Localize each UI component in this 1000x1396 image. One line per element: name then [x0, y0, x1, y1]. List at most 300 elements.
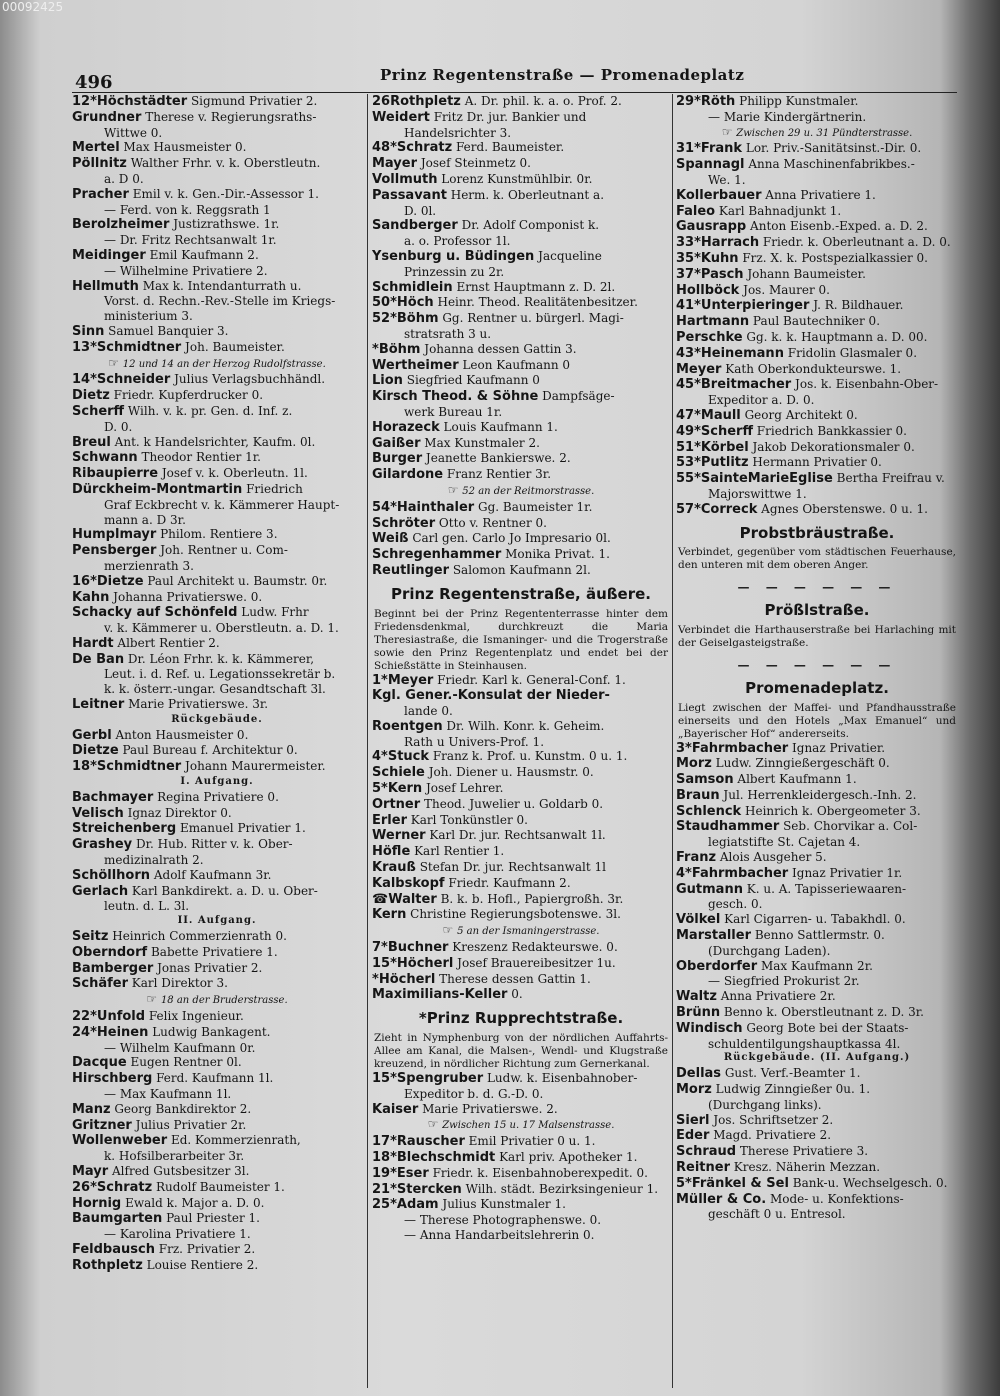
resident-details: Karl Tonkünstler 0.: [406, 812, 528, 827]
resident-details: Salomon Kaufmann 2l.: [449, 562, 591, 577]
household-member: — Ferd. von k. Reggsrath 1: [104, 202, 271, 217]
house-number: *: [372, 341, 379, 357]
resident-name: Ortner: [372, 796, 421, 812]
resident-details: Max Kaufmann 2r.: [757, 958, 873, 973]
resident-name: Weiß: [372, 531, 409, 547]
resident-name: Velisch: [72, 805, 124, 821]
directory-entry: [676, 314, 958, 330]
directory-entry: [676, 346, 958, 362]
resident-details: Ed. Kommerzienrath,: [167, 1133, 301, 1148]
resident-details: Friedr. k. Oberleutnant a. D. 0.: [759, 235, 951, 250]
directory-entry: [372, 295, 670, 311]
resident-details: Josef Brauereibesitzer 1u.: [453, 955, 616, 970]
resident-name: Rothpletz: [390, 94, 461, 109]
house-number: 52*: [372, 311, 397, 327]
directory-entry: [72, 961, 362, 977]
directory-entry: [676, 251, 958, 267]
directory-entry: [72, 945, 362, 961]
street-heading: *Prinz Rupprechtstraße.: [418, 1009, 624, 1028]
house-number: *: [372, 971, 379, 987]
resident-name: Dürckheim-Montmartin: [72, 481, 243, 497]
resident-name: Sierl: [676, 1112, 710, 1128]
directory-entry: [72, 94, 362, 110]
resident-details: Karl Dr. jur. Rechtsanwalt 1l.: [425, 828, 606, 843]
resident-details: Christine Regierungsbotenswe. 3l.: [406, 907, 621, 922]
house-number: 47*: [676, 407, 701, 423]
running-head: Prinz Regentenstraße — Promenadeplatz: [380, 66, 745, 84]
directory-entry: [676, 408, 958, 424]
resident-details: Paul Bureau f. Architektur 0.: [118, 743, 298, 758]
directory-entry: [676, 1066, 958, 1082]
directory-entry: [372, 516, 670, 532]
resident-name: Ysenburg u. Büdingen: [372, 248, 535, 264]
resident-details: Rudolf Baumeister 1.: [152, 1179, 285, 1194]
resident-details: Ignaz Privatier.: [788, 740, 886, 755]
resident-name: Horazeck: [372, 419, 440, 435]
house-number: 25*: [372, 1197, 397, 1213]
directory-entry: [72, 324, 362, 340]
resident-name: Schratz: [396, 140, 453, 156]
resident-details: Friedr. Karl k. General-Conf. 1.: [433, 672, 626, 687]
resident-details: Sigmund Privatier 2.: [187, 94, 318, 108]
entry-continuation: werk Bureau 1r.: [404, 404, 503, 419]
resident-details: Friedrich: [242, 481, 303, 496]
resident-name: Oberdorfer: [676, 958, 758, 974]
house-number: 49*: [676, 423, 701, 439]
household-member: — Wilhelm Kaufmann 0r.: [104, 1040, 256, 1055]
cross-street-note: ☞ Zwischen 29 u. 31 Pündterstrasse.: [676, 125, 958, 142]
directory-entry: [72, 140, 362, 156]
house-number: 17*: [372, 1134, 397, 1150]
house-number: 24*: [72, 1024, 97, 1040]
resident-name: Spannagl: [676, 157, 745, 173]
house-number: 26*: [72, 1179, 97, 1195]
resident-details: Therese dessen Gattin 1.: [435, 971, 591, 986]
entry-continuation: stratsrath 3 u.: [404, 326, 492, 341]
street-description: Verbindet die Harthauserstraße bei Harlaching mit der Geiselgasteigstraße.: [678, 623, 956, 649]
house-number: 48*: [372, 140, 397, 156]
directory-entry: [372, 844, 670, 860]
resident-name: Rothpletz: [72, 1257, 143, 1273]
house-number: 54*: [372, 499, 397, 515]
resident-name: Müller & Co.: [676, 1191, 767, 1207]
resident-name: Vollmuth: [372, 171, 438, 187]
resident-name: Fahrmbacher: [691, 740, 789, 756]
resident-details: Franz k. Prof. u. Kunstm. 0 u. 1.: [429, 749, 628, 764]
directory-entry: [372, 94, 670, 110]
resident-details: Johanna dessen Gattin 3.: [420, 341, 577, 356]
house-number: 5*: [372, 781, 388, 797]
resident-details: B. k. b. Hofl., Papiergroßh. 3r.: [436, 891, 624, 906]
resident-details: Julius Kunstmaler 1.: [438, 1197, 566, 1212]
entry-continuation: Handelsrichter 3.: [404, 125, 512, 140]
resident-details: Albert Rentier 2.: [113, 635, 220, 650]
resident-name: Weidert: [372, 109, 430, 125]
directory-entry: [372, 547, 670, 563]
resident-name: Sinn: [72, 323, 105, 339]
directory-entry: [676, 298, 958, 314]
directory-entry: [372, 563, 670, 579]
cross-street-note: ☞ 12 und 14 an der Herzog Rudolfstrasse.: [72, 356, 362, 373]
entry-continuation: Rath u Univers-Prof. 1.: [404, 734, 545, 749]
house-number: 18*: [72, 759, 97, 775]
resident-name: De Ban: [72, 651, 125, 667]
entry-continuation: D. 0.: [104, 419, 133, 434]
directory-entry: [72, 743, 362, 759]
resident-details: Gg. Baumeister 1r.: [474, 499, 593, 514]
resident-details: Paul Bautechniker 0.: [749, 314, 881, 329]
resident-details: Ludw. Frhr: [237, 605, 309, 620]
cross-street-note: ☞ 5 an der Ismaningerstrasse.: [372, 923, 670, 940]
directory-entry: [372, 907, 670, 923]
directory-entry: [72, 976, 362, 992]
directory-entry: [372, 876, 670, 892]
directory-entry: [72, 728, 362, 744]
directory-entry: [372, 218, 670, 234]
directory-entry: [372, 673, 670, 689]
house-number: 26: [372, 94, 391, 109]
directory-entry: [372, 719, 670, 735]
resident-details: Heinrich k. Obergeometer 3.: [741, 803, 921, 818]
building-section-label: II. Aufgang.: [177, 915, 257, 927]
resident-details: Paul Priester 1.: [162, 1211, 260, 1226]
resident-name: Mayer: [372, 156, 418, 172]
directory-entry: [372, 860, 670, 876]
entry-continuation: Expeditor a. D. 0.: [708, 393, 815, 408]
resident-details: Ignaz Privatier 1r.: [788, 865, 903, 880]
resident-details: Emil Kaufmann 2.: [145, 247, 259, 262]
house-number: 19*: [372, 1165, 397, 1181]
resident-name: Braun: [676, 787, 720, 803]
resident-details: Franz Rentier 3r.: [443, 467, 552, 482]
directory-entry: [372, 140, 670, 156]
resident-details: Friedr. k. Eisenbahnoberexpedit. 0.: [428, 1165, 648, 1180]
resident-name: Kahn: [72, 589, 110, 605]
resident-name: Breul: [72, 434, 111, 450]
directory-entry: [676, 866, 958, 882]
directory-entry: [676, 204, 958, 220]
resident-name: Buchner: [387, 940, 449, 956]
house-number: 14*: [72, 372, 97, 388]
resident-details: Alfred Gutsbesitzer 3l.: [108, 1163, 250, 1178]
resident-details: Georg Bote bei der Staats-: [742, 1020, 909, 1035]
entry-continuation: v. k. Kämmerer u. Oberstleutn. a. D. 1.: [104, 621, 339, 636]
resident-details: Anton Eisenb.-Exped. a. D. 2.: [746, 219, 928, 234]
house-number: 3*: [676, 740, 692, 756]
resident-name: SainteMarieEglise: [700, 471, 833, 487]
directory-entry: [72, 248, 362, 264]
directory-entry: [676, 788, 958, 804]
resident-details: Jonas Privatier 2.: [153, 960, 263, 975]
directory-entry: [676, 959, 958, 975]
resident-details: Georg Bankdirektor 2.: [110, 1101, 252, 1116]
resident-details: Heinrich Commerzienrath 0.: [108, 929, 287, 944]
directory-entry: [676, 1128, 958, 1144]
directory-entry: [372, 1197, 670, 1213]
directory-entry: [72, 697, 362, 713]
resident-name: Hirschberg: [72, 1071, 153, 1087]
resident-details: Paul Architekt u. Baumstr. 0r.: [143, 573, 328, 588]
resident-details: Theodor Rentier 1r.: [137, 450, 261, 465]
directory-entry: [372, 342, 670, 358]
resident-name: Spengruber: [396, 1071, 484, 1087]
resident-details: Agnes Oberstenswe. 0 u. 1.: [757, 501, 928, 516]
directory-entry: [372, 311, 670, 327]
resident-name: Meyer: [676, 361, 722, 377]
resident-details: Marie Privatierswe. 2.: [418, 1101, 558, 1116]
column-divider: [367, 94, 368, 1388]
resident-details: Siegfried Kaufmann 0: [402, 373, 540, 388]
resident-details: Gust. Verf.-Beamter 1.: [721, 1066, 861, 1081]
resident-details: Kath Oberkondukteurswe. 1.: [721, 361, 902, 376]
house-number: 37*: [676, 266, 701, 282]
entry-continuation: schuldentilgungshauptkassa 4l.: [708, 1036, 901, 1051]
directory-entry: [372, 500, 670, 516]
house-number: 16*: [72, 573, 97, 589]
directory-entry: [372, 1166, 670, 1182]
resident-details: Regina Privatiere 0.: [153, 789, 279, 804]
resident-name: Heinen: [96, 1024, 149, 1040]
directory-entry: [72, 450, 362, 466]
directory-entry: [372, 1150, 670, 1166]
resident-name: Faleo: [676, 203, 716, 219]
entry-continuation: Vorst. d. Rechn.-Rev.-Stelle im Kriegs-: [104, 294, 336, 309]
resident-name: Schmidtner: [96, 339, 182, 355]
directory-entry: [372, 172, 670, 188]
directory-entry: [676, 502, 958, 518]
directory-entry: [676, 1005, 958, 1021]
resident-name: Meidinger: [72, 247, 146, 263]
resident-details: Gg. k. k. Hauptmann a. D. 00.: [742, 329, 928, 344]
entry-continuation: Expeditor b. d. G.-D. 0.: [404, 1086, 544, 1101]
resident-name: Roentgen: [372, 718, 443, 734]
entry-continuation: medizinalrath 2.: [104, 853, 204, 868]
resident-name: Frank: [700, 141, 743, 157]
resident-details: Jakob Dekorationsmaler 0.: [748, 439, 915, 454]
resident-name: Maximilians-Keller: [372, 987, 508, 1003]
resident-details: Friedr. Kupferdrucker 0.: [109, 388, 264, 403]
resident-details: Dampfsäge-: [538, 389, 615, 404]
resident-details: Benno Sattlermstr. 0.: [751, 928, 885, 943]
resident-details: Fritz Dr. jur. Bankier und: [429, 109, 587, 124]
resident-details: Josef v. k. Oberleutn. 1l.: [158, 466, 308, 481]
directory-entry: [72, 1055, 362, 1071]
directory-entry: [372, 467, 670, 483]
directory-entry: [372, 420, 670, 436]
resident-details: Karl Cigarren- u. Tabakhdl. 0.: [720, 912, 906, 927]
house-number: 35*: [676, 250, 701, 266]
directory-entry: [72, 821, 362, 837]
directory-entry: [372, 956, 670, 972]
resident-details: Monika Privat. 1.: [501, 547, 610, 562]
entry-continuation: geschäft 0 u. Entresol.: [708, 1207, 846, 1222]
street-heading: Probstbräustraße.: [739, 523, 895, 542]
resident-name: Perschke: [676, 329, 743, 345]
resident-name: Krauß: [372, 860, 416, 876]
street-heading: Prößlstraße.: [764, 601, 870, 620]
resident-name: Schratz: [96, 1179, 153, 1195]
resident-details: Dr. Hub. Ritter v. k. Ober-: [132, 837, 293, 852]
resident-details: Eugen Rentner 0l.: [126, 1055, 242, 1070]
resident-details: Philipp Kunstmaler.: [735, 94, 859, 108]
resident-details: Ernst Hauptmann z. D. 2l.: [452, 279, 616, 294]
house-number: 50*: [372, 295, 397, 311]
household-member: — Therese Photographenswe. 0.: [404, 1213, 602, 1228]
directory-entry: [372, 373, 670, 389]
resident-details: Alois Ausgeher 5.: [716, 850, 827, 865]
resident-name: Erler: [372, 812, 407, 828]
directory-entry: [372, 156, 670, 172]
resident-details: Max k. Intendanturrath u.: [138, 278, 302, 293]
directory-entry: [676, 1144, 958, 1160]
resident-name: Schmidlein: [372, 279, 453, 295]
resident-name: Unfold: [96, 1009, 146, 1025]
resident-name: Staudhammer: [676, 819, 780, 835]
directory-entry: [676, 188, 958, 204]
directory-entry: [676, 455, 958, 471]
resident-name: Gerbl: [72, 727, 112, 743]
resident-details: Karl Bankdirekt. a. D. u. Ober-: [128, 883, 318, 898]
resident-details: Justizrathswe. 1r.: [169, 217, 280, 232]
resident-name: Hainthaler: [396, 499, 475, 515]
directory-entry: [676, 141, 958, 157]
resident-name: Schäfer: [72, 976, 128, 992]
entry-continuation: merzienrath 3.: [104, 558, 194, 573]
directory-entry: [676, 440, 958, 456]
resident-details: Louis Kaufmann 1.: [439, 419, 558, 434]
directory-entry: [72, 574, 362, 590]
resident-details: Dr. Adolf Componist k.: [457, 218, 600, 233]
entry-continuation: Graf Eckbrecht v. k. Kämmerer Haupt-: [104, 497, 340, 512]
resident-name: Höcherl: [378, 971, 436, 987]
resident-name: Kollerbauer: [676, 187, 762, 203]
house-number: 12*: [72, 94, 97, 109]
directory-entry: [72, 372, 362, 388]
resident-details: Jeanette Bankierswe. 2.: [422, 451, 571, 466]
directory-entry: [72, 1009, 362, 1025]
resident-details: Adolf Kaufmann 3r.: [150, 867, 272, 882]
resident-details: Bertha Freifrau v.: [832, 471, 945, 486]
house-number: 5*: [676, 1175, 692, 1191]
household-member: — Karolina Privatiere 1.: [104, 1227, 251, 1242]
entry-continuation: a. o. Professor 1l.: [404, 234, 511, 249]
directory-entry: [72, 1196, 362, 1212]
directory-entry: [676, 1113, 958, 1129]
resident-name: Windisch: [676, 1020, 743, 1036]
directory-entry: [676, 912, 958, 928]
resident-details: Anna Privatiere 1.: [761, 187, 876, 202]
directory-entry: [72, 590, 362, 606]
resident-details: Max Kunstmaler 2.: [420, 435, 540, 450]
street-description: Beginnt bei der Prinz Regententerrasse hinter dem Friedensdenkmal, durchkreuzt die Maria Theresiastraße, die Ismaninger- und die Trogerstraße sowie den Prinz Regentenplatz und endet bei der Schießstätte in Steinhausen.: [374, 607, 668, 672]
resident-name: Eser: [396, 1165, 429, 1181]
house-number: 57*: [676, 501, 701, 517]
entry-continuation: k. Hofsilberarbeiter 3r.: [104, 1149, 245, 1164]
directory-entry: [676, 377, 958, 393]
resident-details: Julius Privatier 2r.: [131, 1117, 247, 1132]
directory-entry: [372, 781, 670, 797]
entry-continuation: mann a. D 3r.: [104, 512, 186, 527]
directory-entry: [676, 741, 958, 757]
resident-name: Hellmuth: [72, 278, 139, 294]
resident-name: Dacque: [72, 1055, 127, 1071]
directory-entry: [72, 388, 362, 404]
resident-details: Leon Kaufmann 0: [458, 357, 571, 372]
resident-name: Baumgarten: [72, 1211, 163, 1227]
resident-details: Ludw. k. Eisenbahnober-: [483, 1071, 638, 1086]
resident-details: Emil v. k. Gen.-Dir.-Assessor 1.: [128, 186, 319, 201]
resident-details: Karl Rentier 1.: [410, 844, 505, 859]
resident-name: Correck: [700, 501, 758, 517]
header-rule: [72, 92, 957, 93]
directory-entry: [372, 1134, 670, 1150]
resident-name: Gritzner: [72, 1117, 132, 1133]
directory-entry: [72, 1164, 362, 1180]
resident-name: Manz: [72, 1101, 111, 1117]
street-heading: Promenadeplatz.: [745, 678, 889, 697]
entry-continuation: We. 1.: [708, 172, 746, 187]
house-number: 7*: [372, 940, 388, 956]
resident-name: Scherff: [700, 423, 753, 439]
directory-entry: [72, 1211, 362, 1227]
resident-details: 0.: [507, 987, 523, 1002]
resident-name: Humplmayr: [72, 527, 157, 543]
resident-name: Samson: [676, 772, 734, 788]
resident-details: Ludw. Zinngießergeschäft 0.: [711, 756, 890, 771]
entry-continuation: D. 0l.: [404, 203, 437, 218]
resident-name: Eder: [676, 1128, 710, 1144]
directory-entry: [372, 797, 670, 813]
entry-continuation: Wittwe 0.: [104, 125, 163, 140]
resident-details: Jacqueline: [534, 248, 602, 263]
entry-continuation: leutn. d. L. 3l.: [104, 899, 190, 914]
resident-name: Hardt: [72, 635, 114, 651]
resident-name: Schmidtner: [96, 759, 182, 775]
household-member: — Dr. Fritz Rechtsanwalt 1r.: [104, 233, 277, 248]
resident-name: Körbel: [700, 439, 749, 455]
entry-continuation: Leut. i. d. Ref. u. Legationssekretär b.: [104, 667, 336, 682]
household-member: — Marie Kindergärtnerin.: [708, 109, 867, 124]
resident-name: Pracher: [72, 186, 129, 202]
resident-name: Schlenck: [676, 803, 742, 819]
resident-details: Philom. Rentiere 3.: [156, 527, 278, 542]
resident-details: Louise Rentiere 2.: [142, 1257, 259, 1272]
directory-entry: [676, 157, 958, 173]
resident-name: Wertheimer: [372, 357, 459, 373]
house-number: 41*: [676, 298, 701, 314]
house-number: 29*: [676, 94, 701, 109]
resident-name: Ribaupierre: [72, 466, 159, 482]
column-3: [676, 94, 958, 1389]
resident-name: Schneider: [96, 372, 171, 388]
resident-name: Fahrmbacher: [691, 865, 789, 881]
resident-details: Ferd. Kaufmann 1l.: [152, 1071, 274, 1086]
directory-entry: [372, 1102, 670, 1118]
entry-continuation: (Durchgang links).: [708, 1097, 822, 1112]
resident-details: Samuel Banquier 3.: [104, 323, 229, 338]
resident-name: Blechschmidt: [396, 1150, 496, 1166]
directory-entry: [372, 389, 670, 405]
directory-entry: [72, 1118, 362, 1134]
section-separator: — — — — — —: [737, 657, 897, 672]
resident-name: Schröter: [372, 515, 436, 531]
directory-entry: [372, 1071, 670, 1087]
directory-entry: [676, 362, 958, 378]
directory-entry: [372, 813, 670, 829]
resident-details: Jos. Maurer 0.: [739, 282, 830, 297]
resident-name: Gaißer: [372, 435, 421, 451]
house-number: 4*: [676, 865, 692, 881]
